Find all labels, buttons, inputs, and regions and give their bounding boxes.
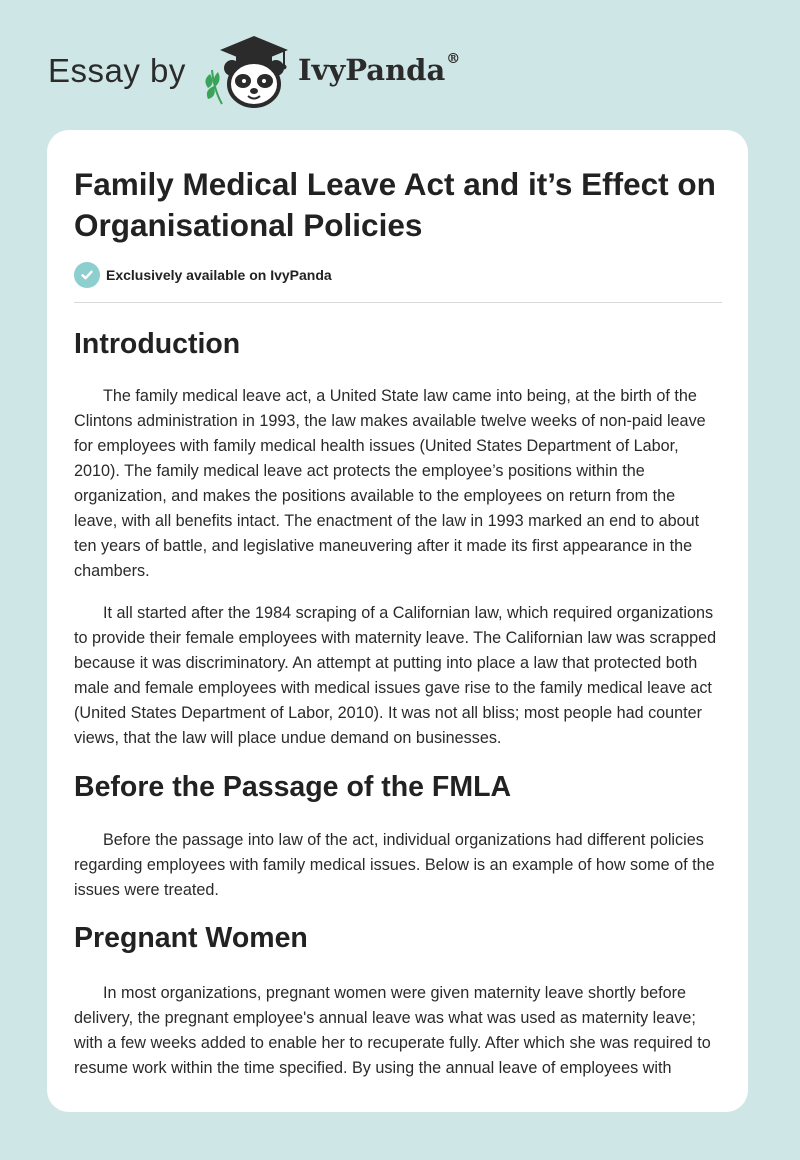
exclusive-badge	[74, 262, 332, 288]
paragraph: It all started after the 1984 scraping of a Californian law, which required organizations to provide their female employees with maternity leave. The Californian law was scrapped because it was discriminatory. An attempt at putting into place a law that protected both male and female employees with medical issues gave rise to the family medical leave act (United States Department of Labor, 2010). It was not all bliss; most people had counter views, that the law will place undue demand on businesses.	[74, 604, 717, 747]
paragraph: Before the passage into law of the act, individual organizations had different policies regarding employees with family medical issues. Below is an example of how some of the issues were treated.	[74, 831, 715, 899]
divider	[74, 302, 722, 303]
brand-name[interactable]	[298, 53, 460, 87]
section-heading-pregnant-women: Pregnant Women	[74, 922, 308, 954]
essay-card	[47, 130, 748, 1112]
registered-mark: ®	[446, 51, 461, 67]
exclusive-label: Exclusively available on IvyPanda	[106, 267, 332, 283]
paragraph: The family medical leave act, a United State law came into being, at the birth of the Clintons administration in 1993, the law makes available twelve weeks of non-paid leave for employees with family medical health issues (United States Department of Labor, 2010). The family medical leave act protects the employee’s positions within the organization, and makes the positions available to the employees on return from the leave, with all benefits intact. The enactment of the law in 1993 marked an end to about ten years of battle, and legislative maneuvering after it made its first appearance in the chambers.	[74, 387, 706, 580]
paragraph: In most organizations, pregnant women were given maternity leave shortly before delivery, the pregnant employee's annual leave was what was used as maternity leave; with a few weeks added to enable her to recuperate fully. After which she was required to resume work within the time specified. By using the annual leave of employees with	[74, 984, 711, 1077]
brand-text: IvyPanda	[298, 53, 446, 87]
site-header	[0, 0, 800, 130]
section-heading-before-passage: Before the Passage of the FMLA	[74, 771, 512, 803]
ivy-leaf-icon	[205, 70, 222, 104]
panda-graduate-icon[interactable]	[200, 34, 292, 110]
essay-title: Family Medical Leave Act and it’s Effect on Organisational Policies	[74, 166, 716, 243]
essay-by-label: Essay by	[48, 52, 186, 89]
section-heading-introduction: Introduction	[74, 328, 241, 360]
check-icon	[74, 262, 100, 288]
